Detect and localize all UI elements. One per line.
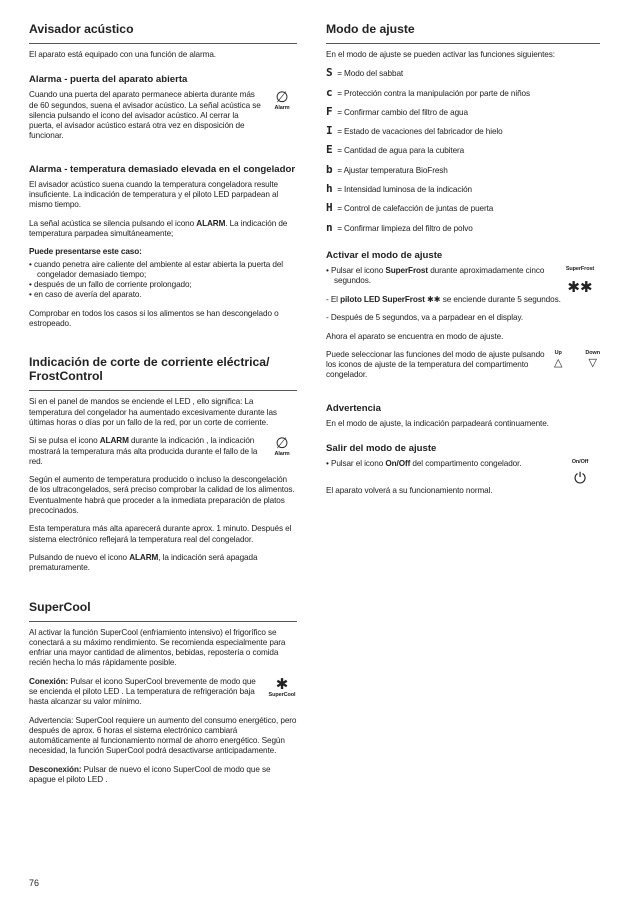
text-corte-1: Si en el panel de mandos se enciende el LED , ello significa: La temperatura del congelador ha aumentado excesivamente durante las últimas horas o días por un fallo de la red, por un corte de corriente. xyxy=(29,397,277,427)
mode-item xyxy=(326,220,600,234)
text-fragment: Pulsar de nuevo el icono SuperCool de modo que se apague el piloto LED . xyxy=(29,764,271,785)
heading-modo: Modo de ajuste xyxy=(326,22,415,36)
text-supercool-4 xyxy=(29,765,297,786)
superfrost-label: SuperFrost xyxy=(565,265,595,272)
mode-text: = Estado de vacaciones del fabricador de hielo xyxy=(337,127,503,137)
heading-avisador: Avisador acústico xyxy=(29,22,134,36)
supercool-label: SuperCool xyxy=(268,691,296,698)
text-supercool-2 xyxy=(29,677,263,708)
text-fragment: Pulsar el icono xyxy=(330,459,386,469)
text-fragment: . La indicación de temperatura parpadea simultáneamente; xyxy=(29,218,288,238)
alarm-keyword: ALARM xyxy=(196,218,226,228)
mode-text: = Modo del sabbat xyxy=(337,69,404,79)
list-item: • cuando penetra aire caliente del ambiente al estar abierta la puerta del congelador demasiado tiempo; xyxy=(29,260,297,281)
alarm-label: Alarm xyxy=(274,451,290,458)
mode-item xyxy=(326,104,600,118)
superfrost-led-keyword: piloto LED SuperFrost xyxy=(340,294,425,304)
snowflake-icon: ✱ xyxy=(275,675,289,693)
alarm-button-figure xyxy=(267,90,297,111)
mode-list xyxy=(326,68,600,234)
connect-keyword: Conexión: xyxy=(29,676,69,686)
dash-item-1: - El piloto LED SuperFrost ✱✱ se enciende durante 5 segundos. xyxy=(326,294,561,304)
double-snowflake-icon: ✱✱ xyxy=(567,278,593,296)
text-activar-1: Ahora el aparato se encuentra en modo de ajuste. xyxy=(326,331,504,341)
heading-corte: Indicación de corte de corriente eléctrica/ FrostControl xyxy=(29,355,270,384)
mode-item xyxy=(326,68,600,79)
section-advertencia xyxy=(326,403,600,429)
onoff-button-figure xyxy=(560,459,600,486)
mode-symbol: b xyxy=(326,162,333,176)
mode-text: = Confirmar cambio del filtro de agua xyxy=(337,107,468,117)
mode-item xyxy=(326,184,600,195)
mode-text: = Intensidad luminosa de la indicación xyxy=(337,185,472,195)
salir-row xyxy=(326,459,600,486)
onoff-keyword: On/Off xyxy=(385,459,411,469)
mode-text: = Confirmar limpieza del filtro de polvo xyxy=(337,223,473,233)
down-figure xyxy=(585,350,600,371)
mode-symbol: H xyxy=(326,201,333,215)
heading-advertencia: Advertencia xyxy=(326,402,381,414)
text-temperatura-4: Comprobar en todos los casos si los alimentos se han descongelado o estropeado. xyxy=(29,308,279,329)
text-fragment: se enciende durante 5 segundos. xyxy=(440,294,561,304)
section-modo xyxy=(326,22,600,234)
power-icon: ⏻ xyxy=(574,470,586,488)
mode-symbol: h xyxy=(326,182,333,196)
alarm-off-icon: ∅ xyxy=(275,89,289,107)
updown-button-figure xyxy=(554,350,600,371)
alarm-button-figure xyxy=(267,436,297,457)
right-column xyxy=(326,22,600,510)
section-supercool xyxy=(29,600,297,786)
mode-symbol: F xyxy=(326,104,333,118)
mode-symbol: S xyxy=(326,66,333,80)
case-heading: Puede presentarse este caso: xyxy=(29,247,142,257)
text-fragment: Pulsar el icono SuperCool brevemente de modo que se encienda el piloto LED . La temperatura de refrigeración baja hasta alcanzar su valor mínimo. xyxy=(29,676,256,707)
activar-updown-row xyxy=(326,350,600,389)
text-fragment: , la indicación será apagada prematuramente. xyxy=(29,552,258,573)
puerta-row xyxy=(29,90,297,149)
section-corte xyxy=(29,355,297,573)
section-activar xyxy=(326,250,600,389)
mode-item xyxy=(326,85,600,99)
text-fragment: El xyxy=(330,294,341,304)
text-fragment: La señal acústica se silencia pulsando el icono xyxy=(29,218,197,228)
mode-symbol: I xyxy=(326,124,333,138)
onoff-label: On/Off xyxy=(571,459,589,466)
divider xyxy=(326,43,600,44)
supercool-row xyxy=(29,677,297,716)
section-salir xyxy=(326,443,600,496)
text-fragment: Pulsando de nuevo el icono xyxy=(29,552,130,562)
list-item: • después de un fallo de corriente prolongado; xyxy=(29,280,297,290)
up-figure xyxy=(554,350,562,371)
text-corte-4: Esta temperatura más alta aparecerá durante aprox. 1 minuto. Después el sistema electrónico reflejará la temperatura real del congelador. xyxy=(29,524,292,544)
salir-list xyxy=(326,459,556,469)
divider xyxy=(29,43,297,44)
text-temperatura-1: El avisador acústico suena cuando la temperatura congeladora resulte insuficiente. La indicación de temperatura y el piloto LED parpadean al mismo tiempo. xyxy=(29,179,279,210)
down-label: Down xyxy=(585,349,600,356)
left-column xyxy=(29,22,297,799)
heading-activar: Activar el modo de ajuste xyxy=(326,249,443,261)
disconnect-keyword: Desconexión: xyxy=(29,764,82,774)
mode-text: = Ajustar temperatura BioFresh xyxy=(337,165,448,175)
mode-text: = Protección contra la manipulación por parte de niños xyxy=(337,88,530,98)
activar-row xyxy=(326,266,600,295)
text-fragment: durante la indicación , la indicación mostrará la temperatura más alta producida durante el fallo de la red. xyxy=(29,436,258,466)
alarm-label: Alarm xyxy=(274,105,290,112)
text-puerta: Cuando una puerta del aparato permanece abierta durante más de 60 segundos, suena el avisador acústico. La señal acústica se silencia pulsando el icono del avisador acústico. Al cerrar la puerta, el avisador acústico estará otra vez en disposición de funcionar. xyxy=(29,90,261,141)
list-item: • en caso de avería del aparato. xyxy=(29,290,297,300)
mode-symbol: E xyxy=(326,143,333,157)
text-salir: El aparato volverá a su funcionamiento normal. xyxy=(326,486,493,496)
down-arrow-icon: ▽ xyxy=(588,356,597,369)
heading-puerta: Alarma - puerta del aparato abierta xyxy=(29,74,188,86)
section-avisador xyxy=(29,22,297,60)
text-fragment: Después de 5 segundos, va a parpadear en el display. xyxy=(330,313,524,323)
text-fragment: del compartimento congelador. xyxy=(410,459,522,469)
up-label: Up xyxy=(554,349,562,356)
page-number: 76 xyxy=(29,878,40,888)
text-corte-3: Según el aumento de temperatura producido o incluso la descongelación de los ultracongelados, será preciso comprobar la calidad de los alimentos. Eventualmente habrá que proceder a la inmediata preparación de platos precocinados. xyxy=(29,475,295,516)
text-supercool-1: Al activar la función SuperCool (enfriamiento intensivo) el frigorífico se conectará a su máximo rendimiento. Se recomienda especialmente para enfriar una mayor cantidad de alimentos, bebidas, repostería o comida recién hecha lo más rápidamente posible. xyxy=(29,627,286,668)
section-temperatura xyxy=(29,164,297,330)
double-snowflake-icon: ✱✱ xyxy=(427,294,441,304)
heading-salir: Salir del modo de ajuste xyxy=(326,443,437,455)
text-avisador: El aparato está equipado con una función de alarma. xyxy=(29,50,216,59)
list-item xyxy=(326,266,556,287)
mode-text: = Control de calefacción de juntas de puerta xyxy=(337,204,494,214)
superfrost-keyword: SuperFrost xyxy=(385,265,429,275)
text-modo-intro: En el modo de ajuste se pueden activar las funciones siguientes: xyxy=(326,50,555,59)
alarm-keyword: ALARM xyxy=(129,552,159,562)
list-item xyxy=(326,459,556,469)
alarm-keyword: ALARM xyxy=(99,436,129,446)
text-temperatura-2 xyxy=(29,219,297,240)
mode-symbol: c xyxy=(326,85,333,99)
corte-row xyxy=(29,436,297,475)
divider xyxy=(29,390,297,391)
section-puerta xyxy=(29,74,297,149)
mode-item xyxy=(326,162,600,176)
heading-temperatura: Alarma - temperatura demasiado elevada en el congelador xyxy=(29,163,296,175)
mode-item xyxy=(326,126,600,137)
text-advertencia: En el modo de ajuste, la indicación parpadeará continuamente. xyxy=(326,418,549,428)
text-supercool-3: Advertencia: SuperCool requiere un aumento del consumo energético, pero después de aprox. 6 horas el sistema electrónico cambiará automáticamente al funcionamiento normal de ahorro energético. Según necesidad, la función SuperCool podrá desactivarse anticipadamente. xyxy=(29,715,297,756)
mode-item xyxy=(326,145,600,156)
mode-text: = Cantidad de agua para la cubitera xyxy=(337,146,465,156)
text-fragment: Si se pulsa el icono xyxy=(29,436,100,446)
text-corte-2 xyxy=(29,436,263,467)
dash-item-2: - Después de 5 segundos, va a parpadear en el display. xyxy=(326,313,524,323)
superfrost-button-figure xyxy=(560,266,600,295)
case-list xyxy=(29,260,297,301)
mode-item xyxy=(326,203,600,214)
text-fragment: Pulsar el icono xyxy=(330,265,386,275)
mode-symbol: n xyxy=(326,220,333,234)
alarm-off-icon: ∅ xyxy=(275,435,289,453)
up-arrow-icon: △ xyxy=(554,356,563,369)
supercool-button-figure xyxy=(267,677,297,698)
divider xyxy=(29,621,297,622)
text-activar-2: Puede seleccionar las funciones del modo de ajuste pulsando los iconos de ajuste de la temperatura del compartimento congelador. xyxy=(326,349,545,380)
activar-list xyxy=(326,266,556,287)
heading-supercool: SuperCool xyxy=(29,599,91,614)
text-corte-5 xyxy=(29,553,297,574)
text-fragment: durante aproximadamente cinco segundos. xyxy=(334,265,545,286)
